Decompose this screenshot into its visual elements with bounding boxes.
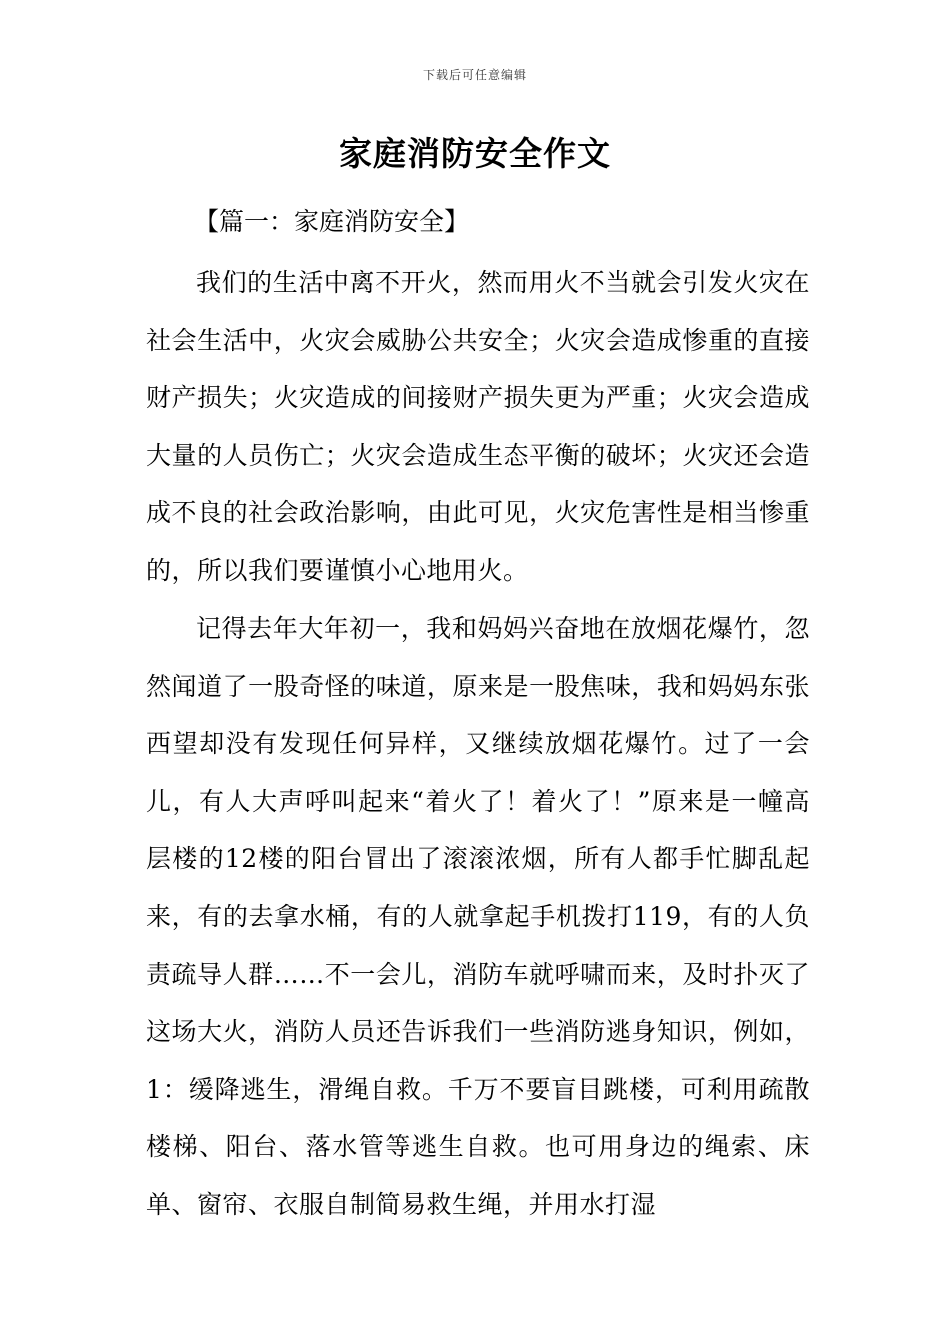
section-heading: 【篇一：家庭消防安全】 <box>194 207 470 236</box>
header-note: 下载后可任意编辑 <box>422 68 527 82</box>
document-title: 家庭消防安全作文 <box>339 134 611 173</box>
body-paragraph-1: 我们的生活中离不开火，然而用火不当就会引发火灾在社会生活中，火灾会威胁公共安全；火灾会造成惨重的直接财产损失；火灾造成的间接财产损失更为严重；火灾会造成大量的人员伤亡；火灾会造成生态平衡的破坏；火灾还会造成不良的社会政治影响，由此可见，火灾危害性是相当惨重的，所以我们要谨慎小心地用火。 <box>146 268 810 585</box>
body-paragraph-2: 记得去年大年初一，我和妈妈兴奋地在放烟花爆竹，忽然闻道了一股奇怪的味道，原来是一股焦味，我和妈妈东张西望却没有发现任何异样，又继续放烟花爆竹。过了一会儿，有人大声呼叫起来“着火了！着火了！”原来是一幢高层楼的12楼的阳台冒出了滚滚浓烟，所有人都手忙脚乱起来，有的去拿水桶，有的人就拿起手机拨打119，有的人负责疏导人群……不一会儿，消防车就呼啸而来，及时扑灭了这场大火，消防人员还告诉我们一些消防逃身知识，例如，1：缓降逃生，滑绳自救。千万不要盲目跳楼，可利用疏散楼梯、阳台、落水管等逃生自救。也可用身边的绳索、床单、窗帘、衣服自制简易救生绳，并用水打湿 <box>146 614 810 1219</box>
